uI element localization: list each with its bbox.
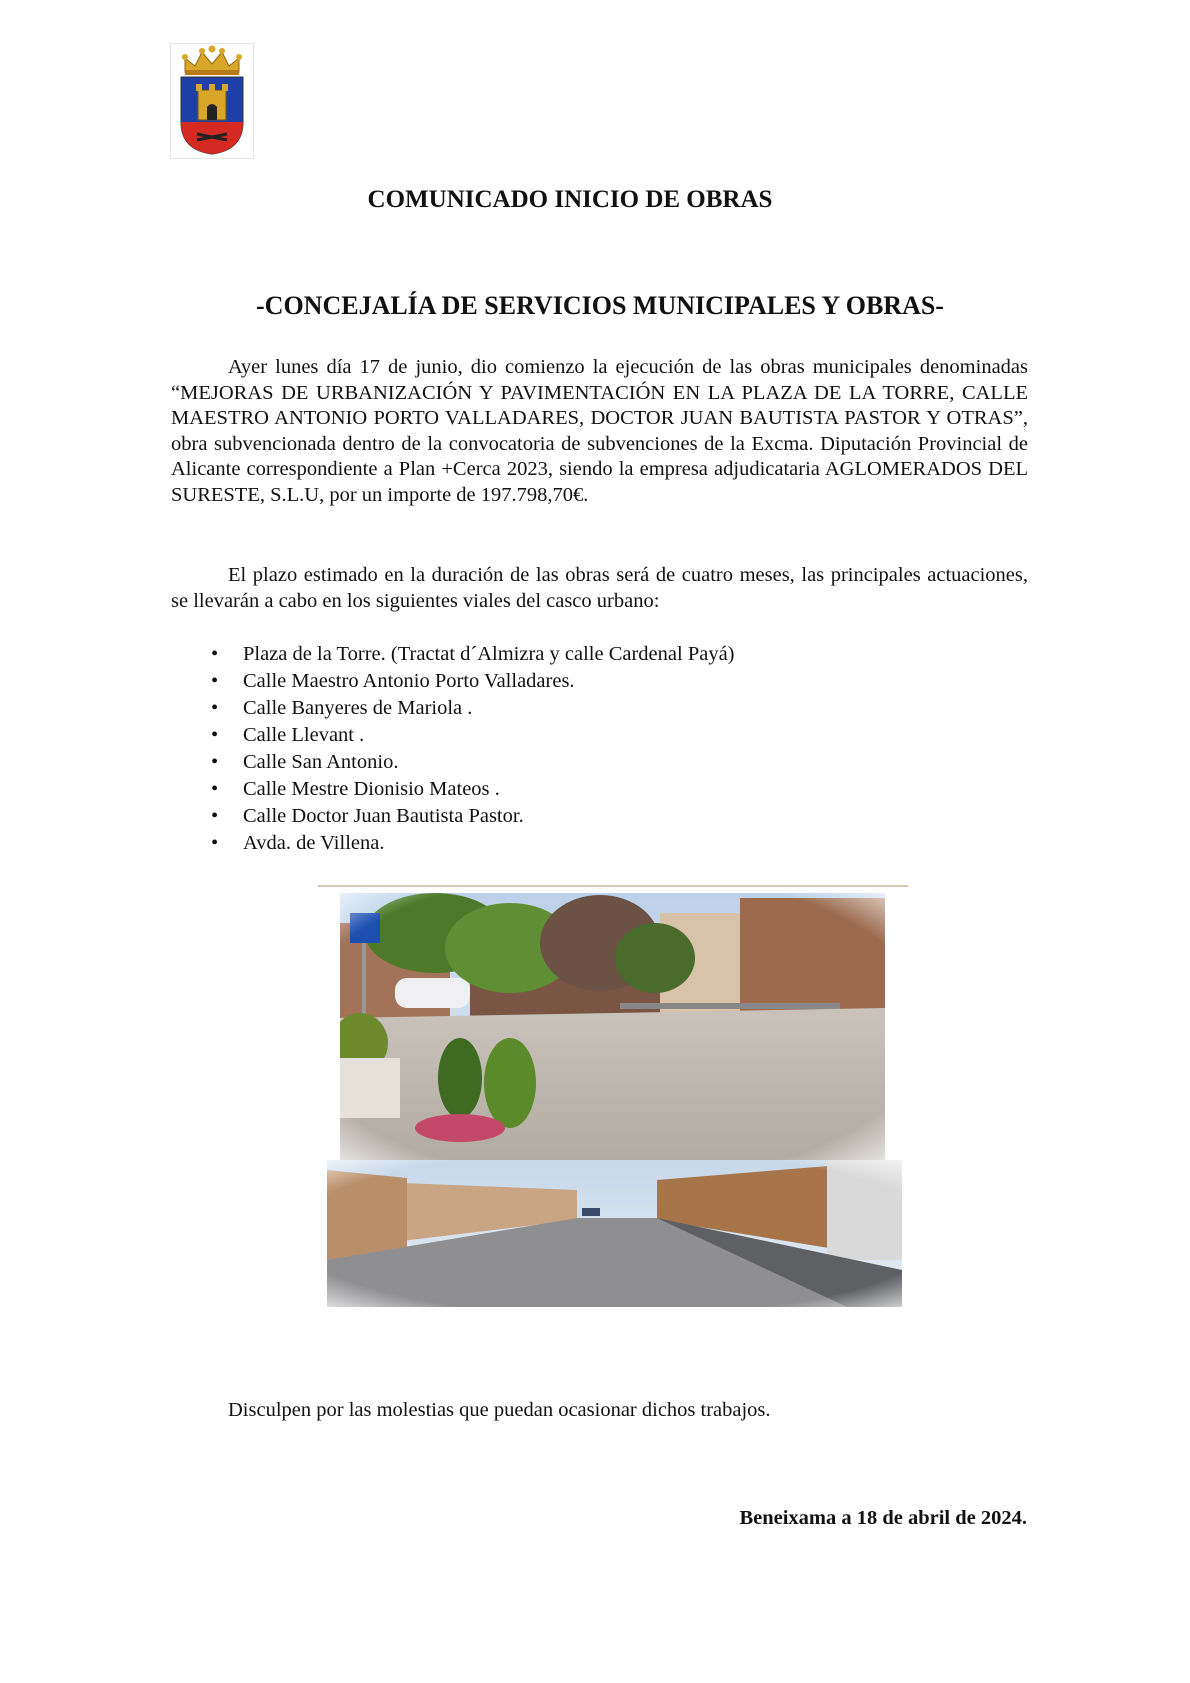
street-list-item	[171, 641, 735, 668]
bullet-icon: •	[211, 697, 219, 719]
street-name: Calle Mestre Dionisio Mateos .	[243, 778, 500, 800]
municipal-crest-icon	[170, 43, 254, 159]
plaza-photo	[340, 893, 885, 1160]
place-date-signature: Beneixama a 18 de abril de 2024.	[739, 1507, 1027, 1529]
crest-graphic	[171, 44, 253, 158]
announcement-paragraph: Ayer lunes día 17 de junio, dio comienzo la ejecución de las obras municipales denominadas “MEJORAS DE URBANIZACIÓN Y PAVIMENTACIÓN EN LA PLAZA DE LA TORRE, CALLE MAESTRO ANTONIO PORTO VALLADARES, DOCTOR JUAN BAUTISTA PASTOR Y OTRAS”, obra subvencionada dentro de la convocatoria de subvenciones de la Excma. Diputación Provincial de Alicante correspondiente a Plan +Cerca 2023, siendo la empresa adjudicataria AGLOMERADOS DEL SURESTE, S.L.U, por un importe de 197.798,70€.	[171, 356, 1028, 506]
street-list-item	[171, 830, 735, 857]
bullet-icon: •	[211, 778, 219, 800]
duration-paragraph: El plazo estimado en la duración de las obras será de cuatro meses, las principales actuaciones, se llevarán a cabo en los siguientes viales del casco urbano:	[171, 564, 1028, 612]
street-list-item	[171, 722, 735, 749]
street-name: Calle San Antonio.	[243, 751, 399, 773]
street-name: Calle Llevant .	[243, 724, 365, 746]
street-name: Calle Maestro Antonio Porto Valladares.	[243, 670, 575, 692]
bullet-icon: •	[211, 670, 219, 692]
bullet-icon: •	[211, 805, 219, 827]
apology-text: Disculpen por las molestias que puedan ocasionar dichos trabajos.	[228, 1399, 771, 1421]
document-title: COMUNICADO INICIO DE OBRAS	[367, 186, 773, 213]
street-name: Calle Banyeres de Mariola .	[243, 697, 473, 719]
street-photo	[327, 1160, 902, 1307]
street-list-item	[171, 668, 735, 695]
street-list-item	[171, 695, 735, 722]
department-subtitle: -CONCEJALÍA DE SERVICIOS MUNICIPALES Y OBRAS-	[256, 291, 944, 320]
street-name: Plaza de la Torre. (Tractat d´Almizra y calle Cardenal Payá)	[243, 643, 735, 665]
streets-list	[171, 641, 735, 857]
street-list-item	[171, 749, 735, 776]
bullet-icon: •	[211, 724, 219, 746]
street-list-item	[171, 776, 735, 803]
street-name: Calle Doctor Juan Bautista Pastor.	[243, 805, 524, 827]
street-list-item	[171, 803, 735, 830]
bullet-icon: •	[211, 643, 219, 665]
bullet-icon: •	[211, 751, 219, 773]
photo-divider	[318, 885, 908, 887]
street-name: Avda. de Villena.	[243, 832, 385, 854]
bullet-icon: •	[211, 832, 219, 854]
